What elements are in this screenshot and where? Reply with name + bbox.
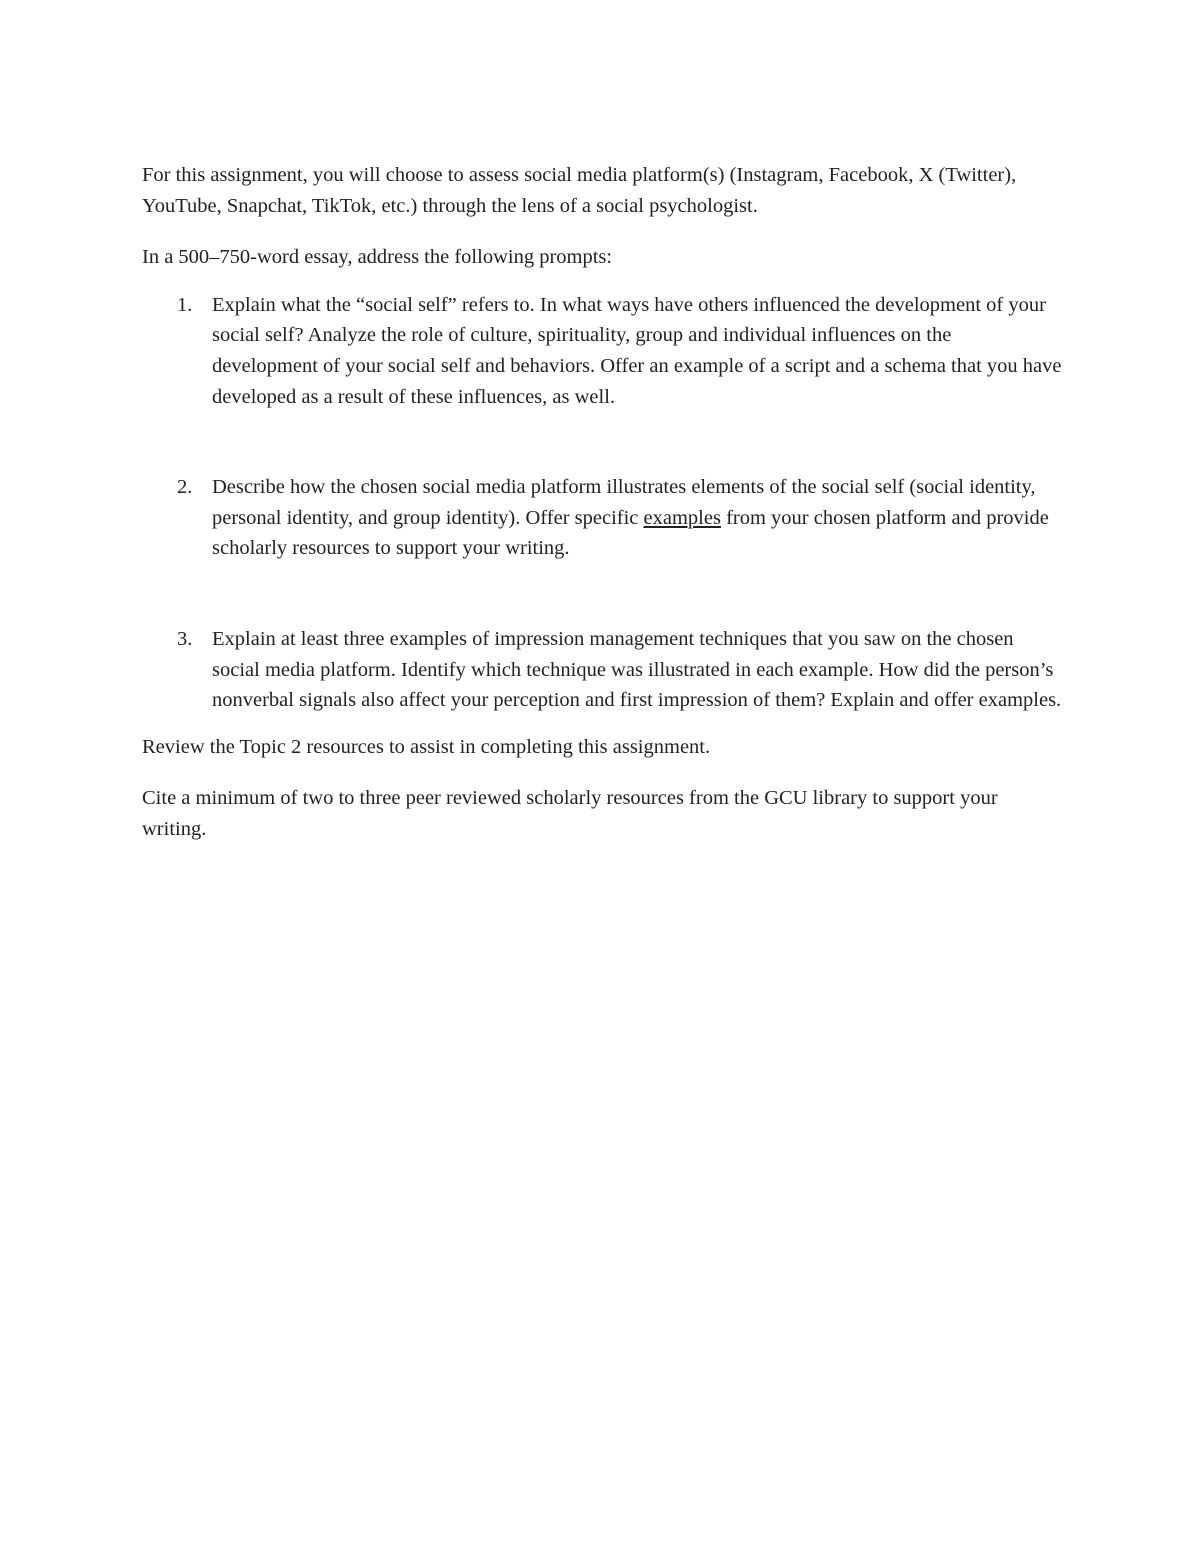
prompt-list (142, 290, 1062, 716)
review-note: Review the Topic 2 resources to assist in completing this assignment. (142, 735, 711, 758)
citation-note: Cite a minimum of two to three peer reviewed scholarly resources from the GCU library to support your writing. (142, 787, 998, 840)
prompt-text: Explain what the “social self” refers to. In what ways have others influenced the development of your social self? Analyze the role of culture, spirituality, group and individual influences on the development of your social self and behaviors. Offer an example of a script and a schema that you have developed as a result of these influences, as well. (212, 293, 1062, 408)
prompt-text: Explain at least three examples of impression management techniques that you saw on the chosen social media platform. Identify which technique was illustrated in each example. How did the person’s nonverbal signals also affect your perception and first impression of them? Explain and offer examples. (212, 627, 1062, 712)
prompt-text-after: from your chosen platform and provide scholarly resources to support your writing. (212, 506, 1049, 560)
prompt-number: 2. (177, 476, 193, 499)
document-body (142, 160, 1062, 866)
examples-underlined: examples (643, 506, 721, 529)
intro-paragraph: For this assignment, you will choose to assess social media platform(s) (Instagram, Facebook, X (Twitter), YouTube, Snapchat, TikTok, etc.) through the lens of a social psychologist. (142, 164, 1017, 217)
prompt-text (212, 476, 1049, 559)
prompt-number: 3. (177, 627, 193, 650)
prompt-text-before: Describe how the chosen social media platform illustrates elements of the social self (social identity, personal identity, and group identity). Offer specific (212, 476, 1036, 529)
prompt-item (142, 290, 1062, 412)
essay-instructions: In a 500–750-word essay, address the following prompts: (142, 246, 613, 269)
prompt-item (142, 472, 1062, 564)
prompt-number: 1. (177, 293, 193, 316)
prompt-item (142, 624, 1062, 716)
